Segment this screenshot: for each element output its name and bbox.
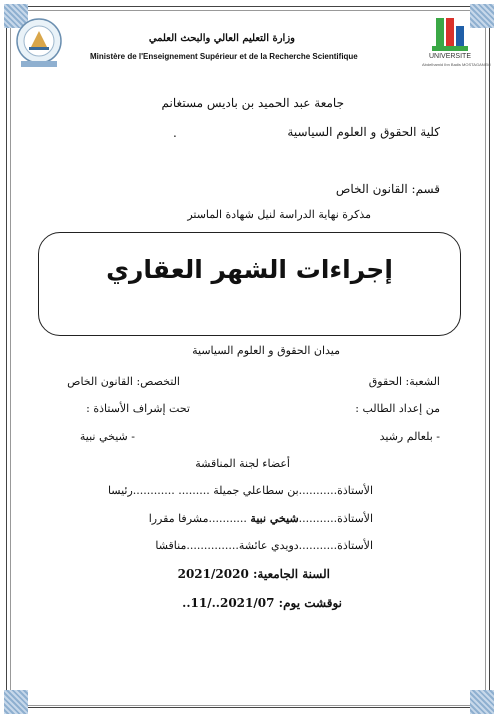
- faculty-name: كلية الحقوق و العلوم السياسية: [287, 125, 440, 139]
- academic-year: السنة الجامعية: 2021/2020: [177, 567, 330, 581]
- ministry-arabic: وزارة التعليم العالي والبحث العلمي: [148, 33, 295, 44]
- branch: الشعبة: الحقوق: [368, 375, 440, 388]
- member-role: ......... ............رئيسا: [107, 484, 214, 497]
- ministry-french: Ministère de l'Enseignement Supérieur et de la Recherche Scientifique: [90, 52, 358, 61]
- supervised-by-label: تحت إشراف الأستاذة :: [86, 402, 190, 415]
- corner-ornament: [470, 690, 494, 714]
- committee-member: [155, 539, 373, 552]
- specialty: التخصص: القانون الخاص: [67, 375, 180, 388]
- member-name: بن سطاعلي جميلة: [213, 484, 299, 497]
- member-name: شيخي نبية: [250, 512, 299, 525]
- corner-ornament: [4, 690, 28, 714]
- memo-purpose: مذكرة نهاية الدراسة لنيل شهادة الماستر: [187, 208, 371, 221]
- department: قسم: القانون الخاص: [335, 182, 440, 196]
- member-prefix: الأستاذة...........: [298, 539, 373, 552]
- member-name: دويدي عائشة: [238, 539, 299, 552]
- committee-member: [149, 512, 373, 525]
- prepared-by-label: من إعداد الطالب :: [355, 402, 440, 415]
- member-prefix: الأستاذة...........: [298, 512, 373, 525]
- faculty-logo: [11, 17, 67, 69]
- field: ميدان الحقوق و العلوم السياسية: [192, 344, 340, 357]
- committee-member: [108, 484, 373, 497]
- supervisor-name: - شيخي نبية: [79, 430, 135, 443]
- committee-label: أعضاء لجنة المناقشة: [195, 457, 290, 470]
- title-box: [38, 232, 461, 336]
- thesis-title: إجراءات الشهر العقاري: [106, 255, 393, 284]
- defense-date: نوقشت يوم: 2021/07../11..: [182, 596, 342, 610]
- student-name: - بلعالم رشيد: [379, 430, 440, 443]
- faculty-dot: .: [173, 126, 177, 140]
- university-logo-text: UNIVERSITE: [428, 53, 471, 60]
- member-prefix: الأستاذة...........: [298, 484, 373, 497]
- university-name: جامعة عبد الحميد بن باديس مستغانم: [161, 96, 344, 110]
- member-role: ...........مشرفا مقررا: [148, 512, 251, 525]
- member-role: ...............مناقشا: [155, 539, 239, 552]
- university-logo-subtext: Abdelhamid Ibn Badis MOSTAGANEM: [422, 62, 491, 67]
- university-logo: [422, 16, 491, 70]
